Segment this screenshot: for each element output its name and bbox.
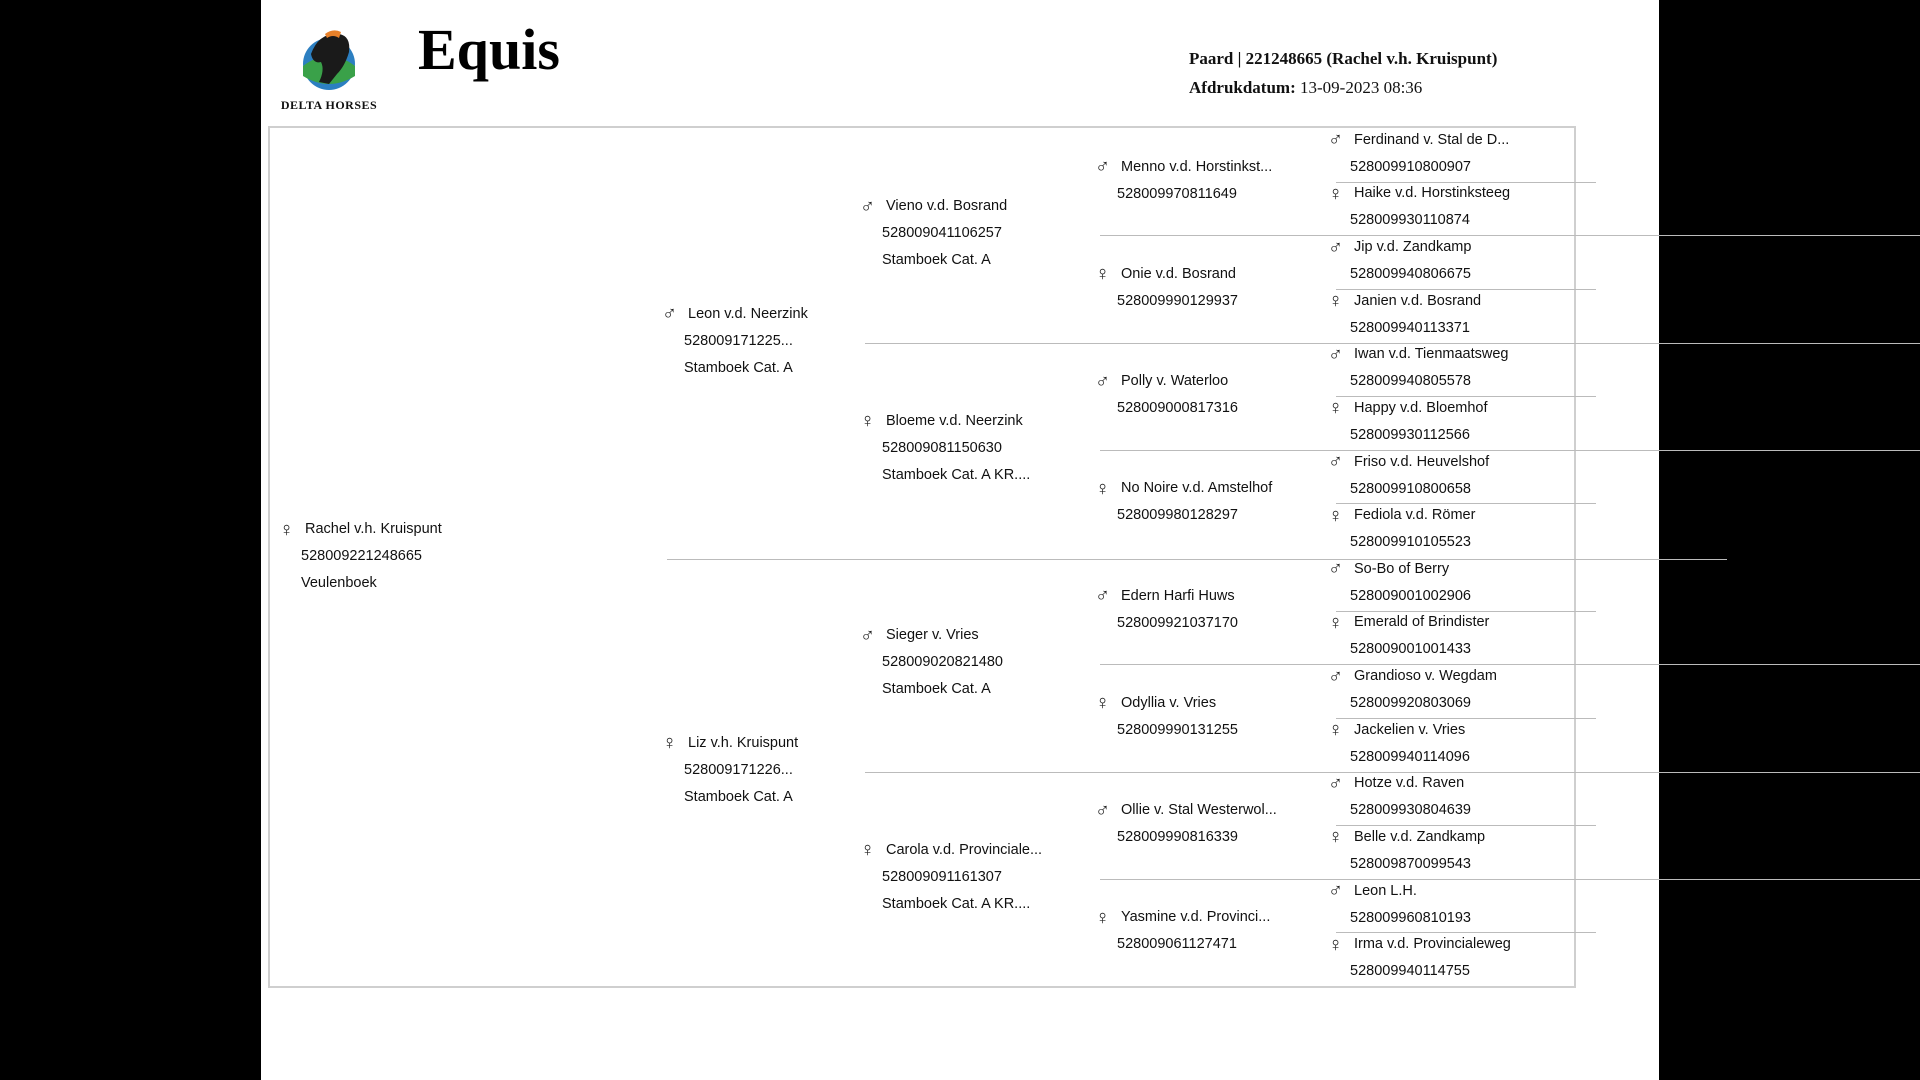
horse-id: 528009940113371	[1350, 319, 1470, 336]
horse-name: No Noire v.d. Amstelhof	[1121, 480, 1273, 497]
pedigree-node-gen4[interactable]	[1328, 234, 1471, 288]
sex-icon: ♀	[1095, 906, 1110, 929]
brand-title: Equis	[418, 17, 560, 82]
sex-icon: ♂	[1095, 156, 1110, 179]
horse-name: Grandioso v. Wegdam	[1354, 668, 1497, 685]
divider-gen1	[667, 559, 1727, 560]
print-page	[261, 0, 1659, 1080]
horse-name: Haike v.d. Horstinksteeg	[1354, 185, 1511, 202]
horse-id: 528009091161307	[882, 868, 1002, 885]
delta-horses-logo	[279, 24, 379, 116]
horse-name: Vieno v.d. Bosrand	[886, 198, 1008, 215]
sex-icon: ♀	[1328, 290, 1343, 313]
horse-book: Stamboek Cat. A	[684, 359, 793, 376]
pedigree-node-gen4[interactable]	[1328, 127, 1509, 181]
horse-name: Bloeme v.d. Neerzink	[886, 412, 1023, 429]
logo-text: DELTA HORSES	[280, 98, 378, 112]
horse-name: Onie v.d. Bosrand	[1121, 265, 1236, 282]
pedigree-node-gen3[interactable]	[1095, 690, 1238, 744]
divider-gen4	[1336, 289, 1596, 290]
pedigree-node-gen4[interactable]	[1328, 180, 1510, 234]
horse-name: Emerald of Brindister	[1354, 614, 1490, 631]
horse-name: Edern Harfi Huws	[1121, 587, 1235, 604]
horse-id: 528009920803069	[1350, 695, 1471, 712]
pedigree-node-gen4[interactable]	[1328, 878, 1471, 932]
sex-icon: ♀	[860, 410, 875, 433]
divider-gen4	[1336, 718, 1596, 719]
horse-id: 528009940114755	[1350, 963, 1470, 980]
horse-book: Stamboek Cat. A	[882, 681, 991, 698]
horse-id: 528009041106257	[882, 225, 1002, 242]
sex-icon: ♀	[1095, 263, 1110, 286]
divider-gen4	[1336, 825, 1596, 826]
horse-name: Happy v.d. Bloemhof	[1354, 399, 1488, 416]
horse-id: 528009930110874	[1350, 212, 1470, 229]
pedigree-node-gen4[interactable]	[1328, 824, 1485, 878]
horse-book: Stamboek Cat. A	[684, 788, 793, 805]
sex-icon: ♂	[1095, 585, 1110, 608]
horse-name: Leon L.H.	[1354, 882, 1417, 899]
horse-name: Liz v.h. Kruispunt	[688, 734, 799, 751]
pedigree-node-gen2[interactable]	[860, 408, 1030, 489]
horse-id: 528009990131255	[1117, 721, 1238, 738]
sex-icon: ♂	[1328, 236, 1343, 259]
sex-icon: ♂	[1328, 558, 1343, 581]
divider-gen3	[1100, 450, 1920, 451]
sex-icon: ♂	[1328, 129, 1343, 152]
date-value: 13-09-2023 08:36	[1300, 78, 1423, 97]
divider-gen3	[1100, 664, 1920, 665]
horse-id: 528009001002906	[1350, 587, 1471, 604]
horse-name: Ollie v. Stal Westerwol...	[1121, 802, 1277, 819]
pedigree-node-gen2[interactable]	[860, 837, 1042, 918]
divider-gen4	[1336, 182, 1596, 183]
pedigree-node-gen4[interactable]	[1328, 717, 1470, 771]
horse-id: 528009940805578	[1350, 373, 1471, 390]
sex-icon: ♂	[860, 195, 875, 218]
sex-icon: ♀	[1095, 477, 1110, 500]
sex-icon: ♀	[1328, 504, 1343, 527]
horse-name: Jip v.d. Zandkamp	[1354, 239, 1472, 256]
sex-icon: ♂	[1328, 451, 1343, 474]
pedigree-subject[interactable]	[279, 516, 442, 597]
horse-id: 528009221248665	[301, 548, 422, 564]
horse-id: 528009970811649	[1117, 185, 1237, 202]
horse-logo-icon	[289, 26, 369, 92]
pedigree-node-gen4[interactable]	[1328, 341, 1508, 395]
pedigree-node-gen3[interactable]	[1095, 904, 1270, 958]
sex-icon: ♀	[1328, 719, 1343, 742]
horse-id: 528009081150630	[882, 439, 1002, 456]
sex-icon: ♀	[279, 518, 294, 541]
pedigree-node-gen3[interactable]	[1095, 583, 1238, 637]
horse-book: Veulenboek	[301, 575, 377, 591]
sex-icon: ♂	[860, 624, 875, 647]
sex-icon: ♂	[1328, 772, 1343, 795]
horse-id: 528009940114096	[1350, 748, 1470, 765]
pedigree-node-gen4[interactable]	[1328, 609, 1489, 663]
pedigree-node-gen3[interactable]	[1095, 797, 1277, 851]
horse-name: Fediola v.d. Römer	[1354, 507, 1476, 524]
pedigree-node-gen3[interactable]	[1095, 261, 1238, 315]
horse-name: Leon v.d. Neerzink	[688, 305, 808, 322]
pedigree-node-gen3[interactable]	[1095, 475, 1272, 529]
pedigree-node-gen4[interactable]	[1328, 931, 1511, 985]
pedigree-node-gen4[interactable]	[1328, 502, 1475, 556]
sex-icon: ♂	[1095, 799, 1110, 822]
sex-icon: ♀	[662, 732, 677, 754]
document-title: Paard | 221248665 (Rachel v.h. Kruispunt)	[1189, 49, 1498, 68]
horse-id: 528009960810193	[1350, 909, 1471, 926]
pedigree-node-gen4[interactable]	[1328, 556, 1471, 610]
sex-icon: ♀	[1328, 826, 1343, 849]
horse-book: Stamboek Cat. A KR....	[882, 895, 1031, 912]
pedigree-node-gen1[interactable]	[662, 730, 798, 811]
horse-id: 528009930112566	[1350, 426, 1470, 443]
horse-id: 528009930804639	[1350, 802, 1471, 819]
date-label: Afdrukdatum:	[1189, 78, 1296, 97]
pedigree-tree	[268, 126, 1576, 988]
sex-icon: ♀	[1328, 611, 1343, 634]
horse-name: Carola v.d. Provinciale...	[886, 841, 1043, 858]
horse-id: 528009940806675	[1350, 266, 1471, 283]
horse-name: Hotze v.d. Raven	[1354, 775, 1465, 792]
sex-icon: ♂	[662, 303, 677, 325]
pedigree-node-gen4[interactable]	[1328, 288, 1481, 342]
sex-icon: ♂	[1328, 343, 1343, 366]
pedigree-node-gen4[interactable]	[1328, 663, 1497, 717]
pedigree-node-gen2[interactable]	[860, 622, 1003, 703]
divider-gen4	[1336, 932, 1596, 933]
horse-name: Jackelien v. Vries	[1354, 721, 1466, 738]
divider-gen3	[1100, 235, 1920, 236]
horse-book: Stamboek Cat. A KR....	[882, 466, 1031, 483]
horse-id: 528009001001433	[1350, 641, 1471, 658]
divider-gen4	[1336, 611, 1596, 612]
horse-id: 528009020821480	[882, 654, 1003, 671]
pedigree-node-gen1[interactable]	[662, 301, 808, 382]
horse-name: Menno v.d. Horstinkst...	[1121, 158, 1273, 175]
horse-id: 528009000817316	[1117, 400, 1238, 417]
horse-name: Belle v.d. Zandkamp	[1354, 828, 1486, 845]
sex-icon: ♀	[1328, 182, 1343, 205]
sex-icon: ♂	[1328, 880, 1343, 903]
horse-id: 528009990816339	[1117, 829, 1238, 846]
horse-name: Ferdinand v. Stal de D...	[1354, 131, 1510, 148]
horse-name: Rachel v.h. Kruispunt	[305, 521, 442, 537]
horse-book: Stamboek Cat. A	[882, 252, 991, 269]
horse-name: Yasmine v.d. Provinci...	[1121, 909, 1271, 926]
sex-icon: ♂	[1328, 665, 1343, 688]
pedigree-node-gen2[interactable]	[860, 193, 1007, 274]
sex-icon: ♀	[1328, 397, 1343, 420]
horse-id: 528009870099543	[1350, 855, 1471, 872]
horse-name: Janien v.d. Bosrand	[1354, 292, 1482, 309]
horse-id: 528009171225...	[684, 332, 793, 349]
horse-name: Irma v.d. Provincialeweg	[1354, 936, 1511, 953]
sex-icon: ♂	[1095, 370, 1110, 393]
pedigree-node-gen4[interactable]	[1328, 395, 1488, 449]
divider-gen4	[1336, 396, 1596, 397]
horse-name: Odyllia v. Vries	[1121, 694, 1217, 711]
pedigree-node-gen4[interactable]	[1328, 449, 1489, 503]
pedigree-node-gen4[interactable]	[1328, 770, 1471, 824]
divider-gen4	[1336, 503, 1596, 504]
horse-id: 528009910800658	[1350, 480, 1471, 497]
horse-id: 528009910800907	[1350, 158, 1471, 175]
horse-id: 528009921037170	[1117, 614, 1238, 631]
horse-id: 528009980128297	[1117, 507, 1238, 524]
document-header	[1189, 44, 1497, 102]
sex-icon: ♀	[1328, 933, 1343, 956]
horse-name: Iwan v.d. Tienmaatsweg	[1354, 346, 1509, 363]
horse-id: 528009990129937	[1117, 292, 1238, 309]
sex-icon: ♀	[860, 839, 875, 862]
horse-id: 528009171226...	[684, 761, 793, 778]
horse-id: 528009061127471	[1117, 936, 1237, 953]
horse-name: Friso v.d. Heuvelshof	[1354, 453, 1490, 470]
horse-id: 528009910105523	[1350, 534, 1471, 551]
pedigree-node-gen3[interactable]	[1095, 154, 1272, 208]
horse-name: So-Bo of Berry	[1354, 560, 1450, 577]
divider-gen3	[1100, 879, 1920, 880]
horse-name: Sieger v. Vries	[886, 627, 979, 644]
pedigree-node-gen3[interactable]	[1095, 368, 1238, 422]
horse-name: Polly v. Waterloo	[1121, 373, 1229, 390]
sex-icon: ♀	[1095, 692, 1110, 715]
